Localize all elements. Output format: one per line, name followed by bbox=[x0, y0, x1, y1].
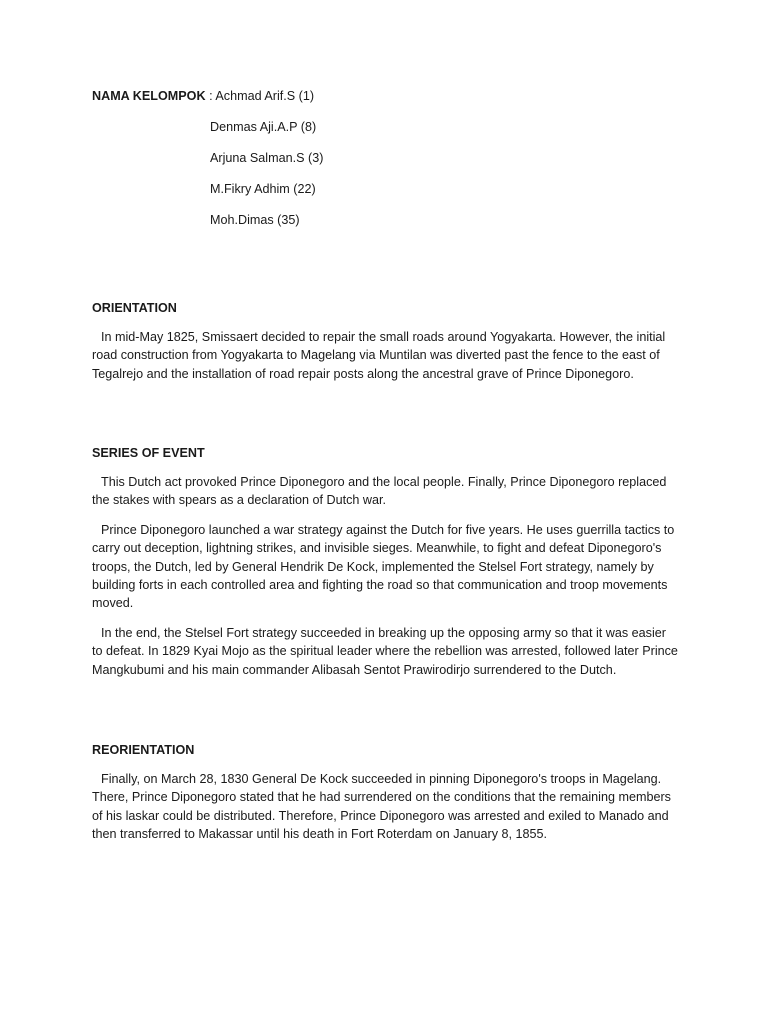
section-heading: ORIENTATION bbox=[92, 301, 177, 315]
group-member: Denmas Aji.A.P (8) bbox=[210, 120, 317, 134]
orientation-section bbox=[92, 299, 678, 394]
section-heading: REORIENTATION bbox=[92, 743, 195, 757]
group-label: NAMA KELOMPOK bbox=[92, 89, 206, 103]
paragraph: Prince Diponegoro launched a war strategy against the Dutch for five years. He uses guerrilla tactics to carry out deception, lightning strikes, and invisible sieges. Meanwhile, to fight and defeat Diponegoro's troops, the Dutch, led by General Hendrik De Kock, implemented the Stelsel Fort strategy, namely by building forts in each controlled area and fighting the road so that communication and troop movements moved. bbox=[92, 522, 675, 611]
group-header-row bbox=[92, 86, 692, 117]
group-member: M.Fikry Adhim (22) bbox=[210, 182, 316, 196]
reorientation-section bbox=[92, 741, 678, 855]
paragraph: In the end, the Stelsel Fort strategy succeeded in breaking up the opposing army so that it was easier to defeat. In 1829 Kyai Mojo as the spiritual leader where the rebellion was arrested, followed later Prince Mangkubumi and his main commander Alibasah Sentot Prawirodirjo surrendered to the Dutch. bbox=[92, 625, 678, 677]
group-separator: : bbox=[205, 89, 216, 103]
section-heading: SERIES OF EVENT bbox=[92, 446, 205, 460]
paragraph: Finally, on March 28, 1830 General De Kock succeeded in pinning Diponegoro's troops in Magelang. There, Prince Diponegoro stated that he had surrendered on the conditions that the remaining members of his laskar could be distributed. Therefore, Prince Diponegoro was arrested and exiled to Manado and then transferred to Makassar until his death in Fort Roterdam on January 8, 1855. bbox=[92, 772, 671, 842]
group-member: Achmad Arif.S (1) bbox=[215, 89, 315, 103]
paragraph: This Dutch act provoked Prince Diponegoro and the local people. Finally, Prince Diponegoro replaced the stakes with spears as a declaration of Dutch war. bbox=[92, 475, 667, 508]
group-member: Arjuna Salman.S (3) bbox=[210, 151, 324, 165]
group-member: Moh.Dimas (35) bbox=[210, 213, 300, 227]
series-of-event-section bbox=[92, 444, 678, 690]
group-members-block bbox=[92, 86, 692, 241]
paragraph: In mid-May 1825, Smissaert decided to repair the small roads around Yogyakarta. However, the initial road construction from Yogyakarta to Magelang via Muntilan was diverted past the fence to the east of Tegalrejo and the installation of road repair posts along the ancestral grave of Prince Diponegoro. bbox=[92, 330, 666, 381]
